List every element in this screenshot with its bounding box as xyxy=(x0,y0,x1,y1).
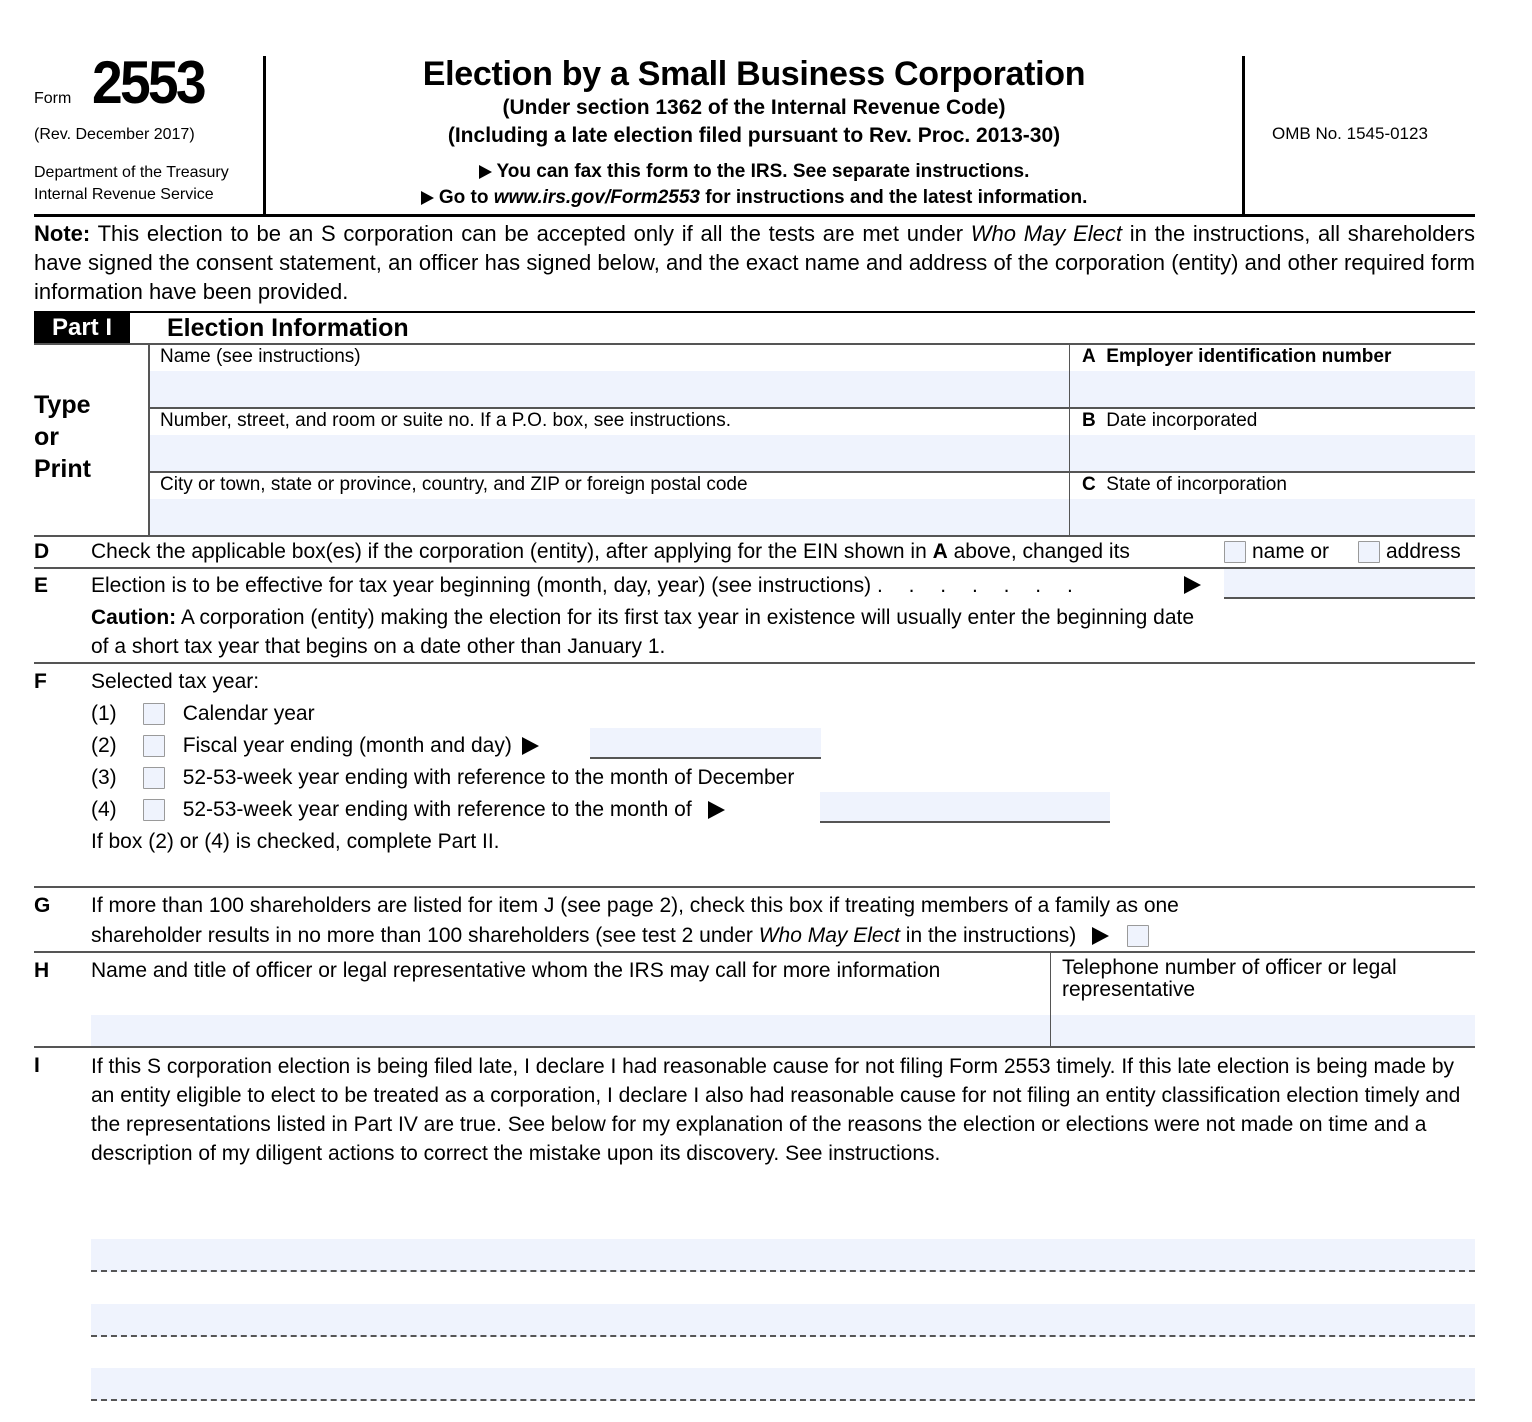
row-rule xyxy=(34,567,1224,569)
fiscal-year-checkbox[interactable] xyxy=(143,735,165,757)
service-name: Internal Revenue Service xyxy=(34,186,214,203)
state-incorporation-label: C State of incorporation xyxy=(1082,474,1287,495)
row-rule xyxy=(34,1046,1475,1048)
row-rule xyxy=(34,951,1475,953)
line-e-caution: Caution: A corporation (entity) making the election for its first tax year in existence will usually enter the beginning date of a short tax year that begins on a date other than January 1. xyxy=(91,606,1195,658)
part1-title-rule xyxy=(34,343,1475,345)
arrow-icon xyxy=(479,165,492,179)
ein-label: A Employer identification number xyxy=(1082,346,1392,367)
address-changed-label: address xyxy=(1386,540,1461,563)
week-52-53-month-input[interactable] xyxy=(820,792,1110,823)
form-prefix: Form xyxy=(34,90,72,107)
omb-number: OMB No. 1545-0123 xyxy=(1272,124,1428,143)
row-rule xyxy=(34,662,1475,664)
city-state-zip-input[interactable] xyxy=(150,499,1069,535)
officer-phone-input[interactable] xyxy=(1051,1015,1475,1046)
street-address-input[interactable] xyxy=(150,435,1069,471)
state-incorporation-input[interactable] xyxy=(1070,499,1475,535)
line-g-letter: G xyxy=(34,894,51,917)
form-id-block xyxy=(34,49,264,206)
tax-year-option-4: (4) 52-53-week year ending with reference to the month of xyxy=(91,796,725,824)
officer-phone-label: Telephone number of officer or legal representative xyxy=(1062,956,1397,1001)
week-52-53-month-checkbox[interactable] xyxy=(143,799,165,821)
form-title: Election by a Small Business Corporation xyxy=(422,55,1086,93)
explanation-line-1[interactable] xyxy=(91,1239,1475,1272)
form-subtitle-1: (Under section 1362 of the Internal Revenue Code) xyxy=(502,96,1006,119)
name-label: Name (see instructions) xyxy=(160,346,361,367)
arrow-icon xyxy=(421,191,434,205)
line-d-letter: D xyxy=(34,540,50,563)
header-divider-right xyxy=(1242,56,1245,216)
arrow-icon xyxy=(708,801,725,819)
ein-input[interactable] xyxy=(1070,371,1475,407)
form-number: 2553 xyxy=(92,49,204,116)
arrow-icon xyxy=(522,737,539,755)
line-f-letter: F xyxy=(34,670,47,693)
fax-note: You can fax this form to the IRS. See separate instructions. xyxy=(266,158,1242,185)
fiscal-year-end-input[interactable] xyxy=(590,728,821,759)
arrow-icon xyxy=(1184,576,1201,594)
tax-year-option-1: (1) Calendar year xyxy=(91,702,315,725)
revision-date: (Rev. December 2017) xyxy=(34,126,195,143)
row-rule xyxy=(150,407,1475,409)
line-h-letter: H xyxy=(34,959,50,982)
explanation-line-2[interactable] xyxy=(91,1304,1475,1337)
name-changed-label: name or xyxy=(1252,540,1330,563)
type-or-print-label: Type or Print xyxy=(34,391,91,483)
line-f-heading: Selected tax year: xyxy=(91,670,260,693)
tax-year-option-2: (2) Fiscal year ending (month and day) xyxy=(91,732,539,760)
officer-name-label: Name and title of officer or legal representative whom the IRS may call for more information xyxy=(91,959,941,982)
part1-badge: Part I xyxy=(34,312,130,344)
address-changed-checkbox[interactable] xyxy=(1358,541,1380,563)
line-e-text: Election is to be effective for tax year beginning (month, day, year) (see instructions) . . . . . . . xyxy=(91,574,1083,597)
row-rule xyxy=(34,535,1475,537)
officer-name-input[interactable] xyxy=(91,1015,1050,1046)
late-election-statement: If this S corporation election is being filed late, I declare I had reasonable cause for not filing Form 2553 timely. If this late election is being made by an entity eligible to elect to be treated as a corporation, I declare I also had reasonable cause for not filing an entity classification election timely and the representations listed in Part IV are true. See below for my explanation of the reasons the election or elections were not made on time and a description of my diligent actions to correct the mistake upon its discovery. See instructions. xyxy=(91,1055,1461,1165)
calendar-year-checkbox[interactable] xyxy=(143,703,165,725)
row-rule xyxy=(34,886,1475,888)
name-changed-checkbox[interactable] xyxy=(1224,541,1246,563)
arrow-icon xyxy=(1092,927,1109,945)
header-bottom-rule xyxy=(34,214,1475,217)
part1-title: Election Information xyxy=(167,314,409,342)
line-f-footer: If box (2) or (4) is checked, complete Part II. xyxy=(91,830,500,853)
corporation-name-input[interactable] xyxy=(150,371,1069,407)
department-name: Department of the Treasury xyxy=(34,164,229,181)
line-g-text: If more than 100 shareholders are listed for item J (see page 2), check this box if treating members of a family as one shareholder results in no more than 100 shareholders (see test 2 under Who May Elect in the instructions) xyxy=(91,894,1179,947)
form-title-block xyxy=(266,54,1242,211)
line-e-letter: E xyxy=(34,574,49,597)
irs-form-link[interactable]: www.irs.gov/Form2553 xyxy=(493,187,700,208)
line-i-letter: I xyxy=(34,1054,40,1077)
note-paragraph: Note: This election to be an S corporation can be accepted only if all the tests are met under Who May Elect in the instructions, all shareholders have signed the consent statement, an officer has signed below, and the exact name and address of the corporation (entity) and other required form information have been provided. xyxy=(34,221,1475,304)
street-label: Number, street, and room or suite no. If a P.O. box, see instructions. xyxy=(160,410,731,431)
explanation-line-3[interactable] xyxy=(91,1368,1475,1401)
effective-date-input[interactable] xyxy=(1224,569,1475,599)
tax-year-option-3: (3) 52-53-week year ending with reference to the month of December xyxy=(91,766,795,789)
line-d-text: Check the applicable box(es) if the corporation (entity), after applying for the EIN shown in A above, changed its xyxy=(91,540,1130,563)
date-incorporated-input[interactable] xyxy=(1070,435,1475,471)
form-subtitle-2: (Including a late election filed pursuant to Rev. Proc. 2013-30) xyxy=(447,124,1061,147)
row-rule xyxy=(150,471,1475,473)
goto-note: Go to www.irs.gov/Form2553 for instructions and the latest information. xyxy=(266,185,1242,211)
city-label: City or town, state or province, country, and ZIP or foreign postal code xyxy=(160,474,748,495)
week-52-53-december-checkbox[interactable] xyxy=(143,767,165,789)
family-shareholder-checkbox[interactable] xyxy=(1127,925,1149,947)
date-incorporated-label: B Date incorporated xyxy=(1082,410,1258,431)
